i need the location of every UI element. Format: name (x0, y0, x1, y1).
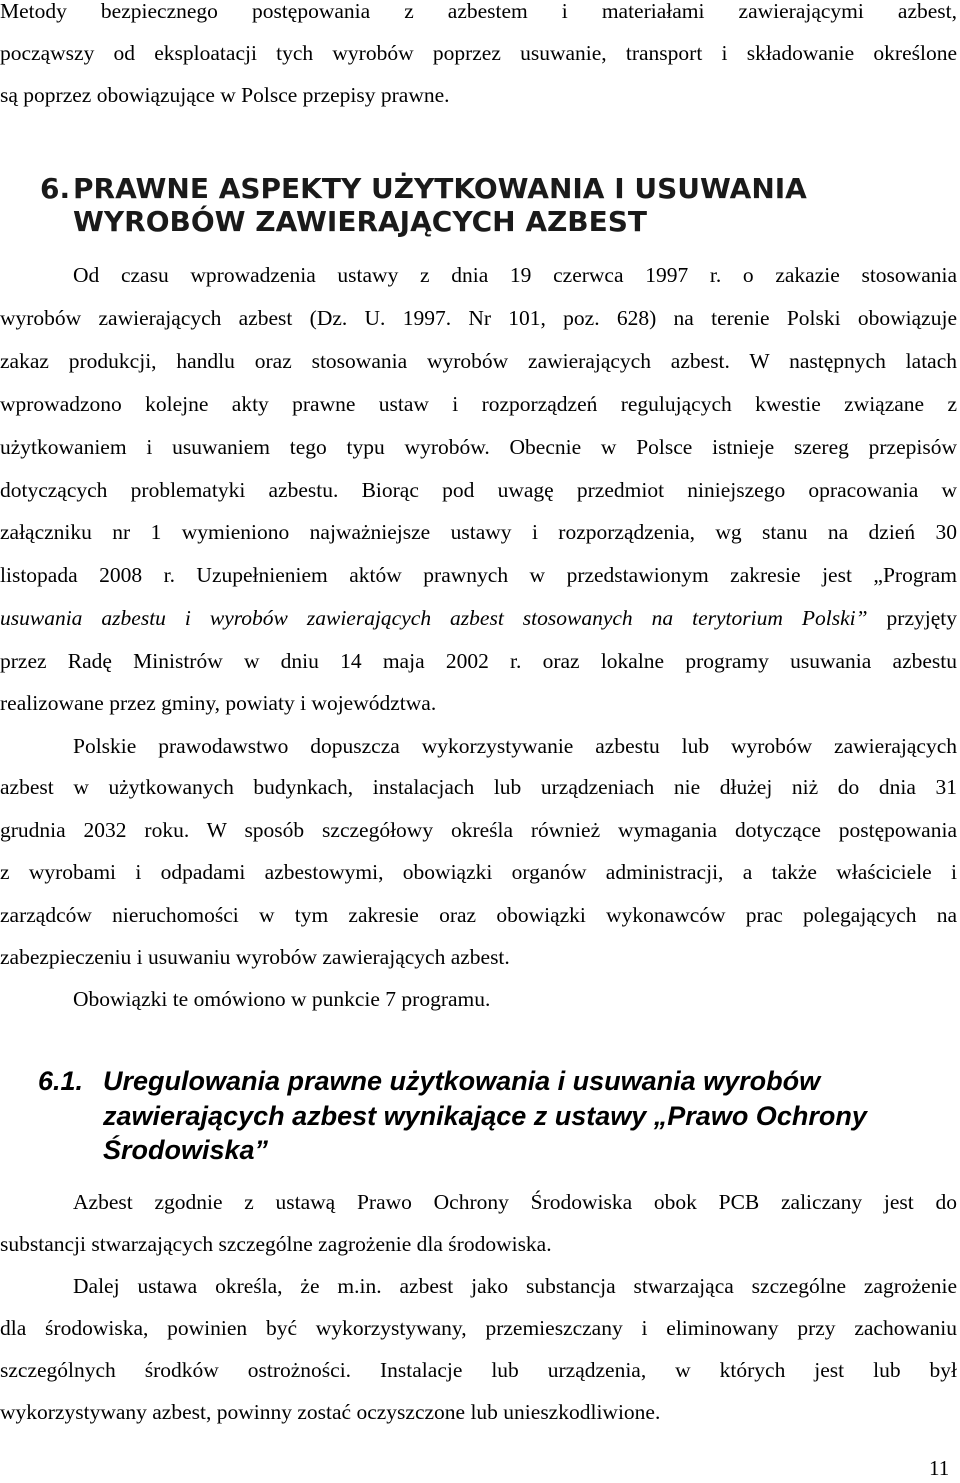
para2-line-6: zabezpieczeniu i usuwaniu wyrobów zawierających azbest. (0, 945, 510, 969)
intro-line-1: Metody bezpiecznego postępowania z azbestem i materiałami zawierającymi azbest, (0, 0, 957, 23)
para5-line-2: dla środowiska, powinien być wykorzystywany, przemieszczany i eliminowany przy zachowaniu (0, 1316, 957, 1340)
para1-line-4: wprowadzono kolejne akty prawne ustaw i rozporządzeń regulujących kwestie związane z (0, 392, 957, 416)
section-6-1-title (103, 1064, 867, 1168)
para2-line-1: Polskie prawodawstwo dopuszcza wykorzystywanie azbestu lub wyrobów zawierających (73, 734, 957, 758)
section-6-title-line-1: PRAWNE ASPEKTY UŻYTKOWANIA I USUWANIA (73, 172, 807, 205)
section-6-1-number: 6.1. (38, 1066, 84, 1096)
para5-line-3: szczególnych środków ostrożności. Instalacje lub urządzenia, w których jest lub był (0, 1358, 957, 1382)
para1-line-2: wyrobów zawierających azbest (Dz. U. 1997. Nr 101, poz. 628) na terenie Polski obowiązuje (0, 306, 957, 330)
para5-line-4: wykorzystywany azbest, powinny zostać oczyszczone lub unieszkodliwione. (0, 1400, 661, 1424)
section-6-number: 6. (40, 172, 71, 205)
section-6-title-line-2: WYROBÓW ZAWIERAJĄCYCH AZBEST (73, 205, 648, 239)
para2-line-3: grudnia 2032 roku. W sposób szczegółowy określa również wymagania dotyczące postępowania (0, 818, 957, 842)
section-6-1-title-line-3: Środowiska” (103, 1135, 269, 1166)
section-6-1-title-line-1: Uregulowania prawne użytkowania i usuwania wyrobów (103, 1066, 821, 1096)
section-6-title (73, 172, 807, 238)
para2-line-2: azbest w użytkowanych budynkach, instalacjach lub urządzeniach nie dłużej niż do dnia 31 (0, 775, 957, 799)
program-title-italic: usuwania azbestu i wyrobów zawierających azbest stosowanych na terytorium Polski” (0, 606, 868, 630)
para3-line-1: Obowiązki te omówiono w punkcie 7 programu. (73, 987, 491, 1011)
para1-line-5: użytkowaniem i usuwaniem tego typu wyrobów. Obecnie w Polsce istnieje szereg przepisów (0, 435, 957, 459)
para4-line-2: substancji stwarzających szczególne zagrożenie dla środowiska. (0, 1232, 552, 1256)
para5-line-1: Dalej ustawa określa, że m.in. azbest jako substancja stwarzająca szczególne zagrożenie (73, 1274, 957, 1298)
para2-line-4: z wyrobami i odpadami azbestowymi, obowiązki organów administracji, a także właściciele i (0, 860, 957, 884)
para1-line-3: zakaz produkcji, handlu oraz stosowania wyrobów zawierających azbest. W następnych latach (0, 349, 957, 373)
section-6-1-title-line-2: zawierających azbest wynikające z ustawy „Prawo Ochrony (103, 1100, 867, 1131)
para1-line-8: listopada 2008 r. Uzupełnieniem aktów prawnych w przedstawionym zakresie jest „Program (0, 563, 957, 587)
para1-line-9-rest: przyjęty (867, 606, 958, 630)
para1-line-9 (0, 606, 957, 631)
para4-line-1: Azbest zgodnie z ustawą Prawo Ochrony Środowiska obok PCB zaliczany jest do (73, 1190, 957, 1214)
page-number: 11 (929, 1456, 950, 1480)
intro-line-2: począwszy od eksploatacji tych wyrobów poprzez usuwanie, transport i składowanie określone (0, 41, 957, 65)
para1-line-1: Od czasu wprowadzenia ustawy z dnia 19 czerwca 1997 r. o zakazie stosowania (73, 263, 957, 287)
para1-line-6: dotyczących problematyki azbestu. Biorąc pod uwagę przedmiot niniejszego opracowania w (0, 478, 957, 502)
para1-line-11: realizowane przez gminy, powiaty i województwa. (0, 691, 437, 715)
para1-line-7: załączniku nr 1 wymieniono najważniejsze ustawy i rozporządzenia, wg stanu na dzień 30 (0, 520, 957, 544)
para1-line-10: przez Radę Ministrów w dniu 14 maja 2002 r. oraz lokalne programy usuwania azbestu (0, 649, 957, 673)
intro-line-3: są poprzez obowiązujące w Polsce przepisy prawne. (0, 83, 450, 107)
para2-line-5: zarządców nieruchomości w tym zakresie oraz obowiązki wykonawców prac polegających na (0, 903, 957, 927)
